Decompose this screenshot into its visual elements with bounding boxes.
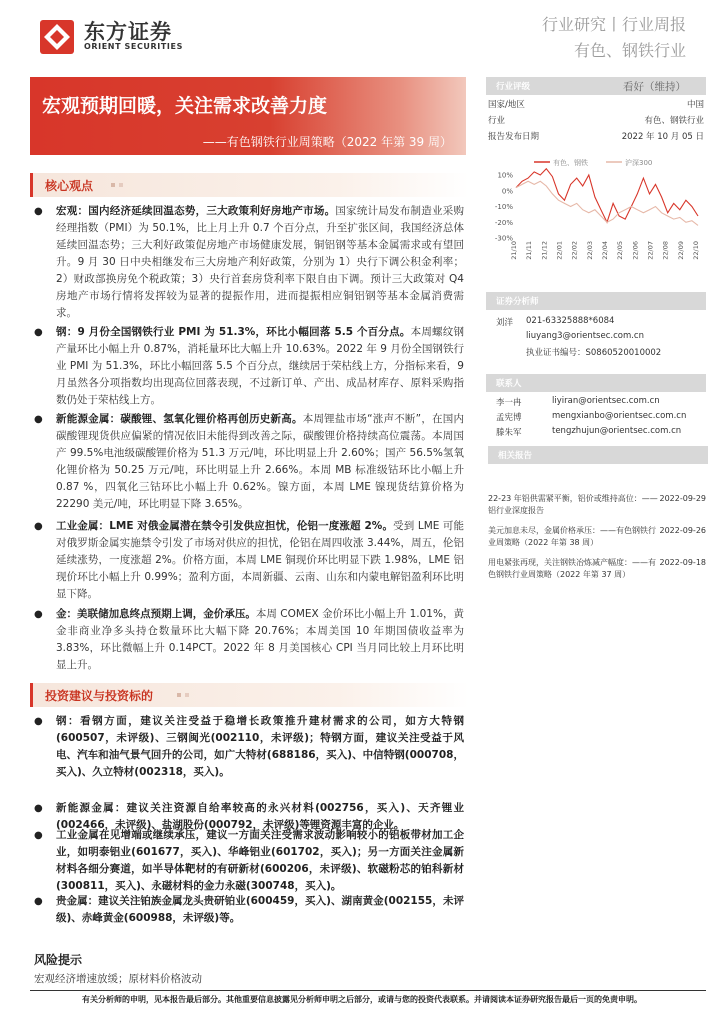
- core-views-title: 核心观点: [45, 179, 94, 193]
- analyst-header: 证券分析师: [486, 292, 706, 310]
- x-tick-label: 22/09: [676, 241, 685, 260]
- title-banner: [30, 77, 466, 155]
- y-tick-label: 10%: [497, 171, 513, 180]
- page-title: 宏观预期回暖，关注需求改善力度: [42, 95, 328, 117]
- x-tick-label: 21/11: [525, 241, 534, 260]
- x-tick-label: 22/08: [661, 241, 670, 260]
- y-tick-label: -30%: [494, 234, 513, 243]
- x-tick-label: 21/10: [510, 241, 518, 260]
- report-category: 行业研究丨行业周报: [541, 15, 686, 34]
- y-tick-label: -20%: [494, 218, 513, 227]
- x-tick-label: 22/03: [585, 241, 594, 260]
- series-line: [516, 169, 698, 223]
- contacts-header: 联系人: [486, 374, 706, 392]
- risk-title: 风险提示: [34, 953, 83, 967]
- page-subtitle: ——有色钢铁行业周策略（2022 年第 39 周）: [202, 135, 452, 149]
- x-tick-label: 22/06: [631, 241, 640, 260]
- analyst-name: 刘洋: [496, 318, 514, 328]
- x-tick-label: 22/05: [616, 241, 625, 260]
- legend-label: 沪深300: [625, 159, 653, 167]
- analyst-email: liuyang3@orientsec.com.cn: [526, 331, 644, 341]
- legend-label: 有色、钢铁: [553, 159, 588, 167]
- footer-divider: [30, 990, 706, 991]
- y-tick-label: 0%: [501, 187, 513, 196]
- logo-text-cn: 东方证券: [84, 20, 172, 44]
- info-row-date: 报告发布日期 2022 年 10 月 05 日: [488, 132, 704, 142]
- series-line: [516, 181, 698, 225]
- footer-disclaimer: 有关分析师的申明，见本报告最后部分。其他重要信息披露见分析师申明之后部分，或请与您的投资代表联系。并请阅读本证券研究报告最后一页的免责申明。: [82, 995, 642, 1004]
- invest-title: 投资建议与投资标的: [45, 689, 154, 703]
- x-tick-label: 22/01: [555, 241, 564, 260]
- info-row-industry: 行业 有色、钢铁行业: [488, 116, 704, 126]
- invest-header: [30, 683, 469, 707]
- analyst-phone: 021-63325888*6084: [526, 316, 615, 326]
- related-header: 相关报告: [488, 446, 708, 464]
- logo-text-en: ORIENT SECURITIES: [84, 42, 183, 51]
- performance-chart: [486, 155, 706, 275]
- rating-header: 行业评级 看好（维持）: [486, 77, 706, 95]
- x-tick-label: 21/12: [540, 241, 549, 260]
- risk-text: 宏观经济增速放缓；原材料价格波动: [34, 973, 202, 985]
- y-tick-label: -10%: [494, 203, 513, 211]
- info-row-region: 国家/地区 中国: [488, 100, 704, 110]
- core-views-header: [30, 173, 469, 197]
- analyst-cert: 执业证书编号：S0860520010002: [526, 348, 662, 358]
- orient-logo-icon: [40, 20, 74, 54]
- report-industry: 有色、钢铁行业: [573, 41, 686, 60]
- x-tick-label: 22/04: [601, 241, 609, 260]
- rating-value: 看好（维持）: [623, 81, 686, 93]
- x-tick-label: 22/10: [692, 241, 700, 260]
- x-tick-label: 22/07: [646, 241, 655, 260]
- x-tick-label: 22/02: [570, 241, 579, 260]
